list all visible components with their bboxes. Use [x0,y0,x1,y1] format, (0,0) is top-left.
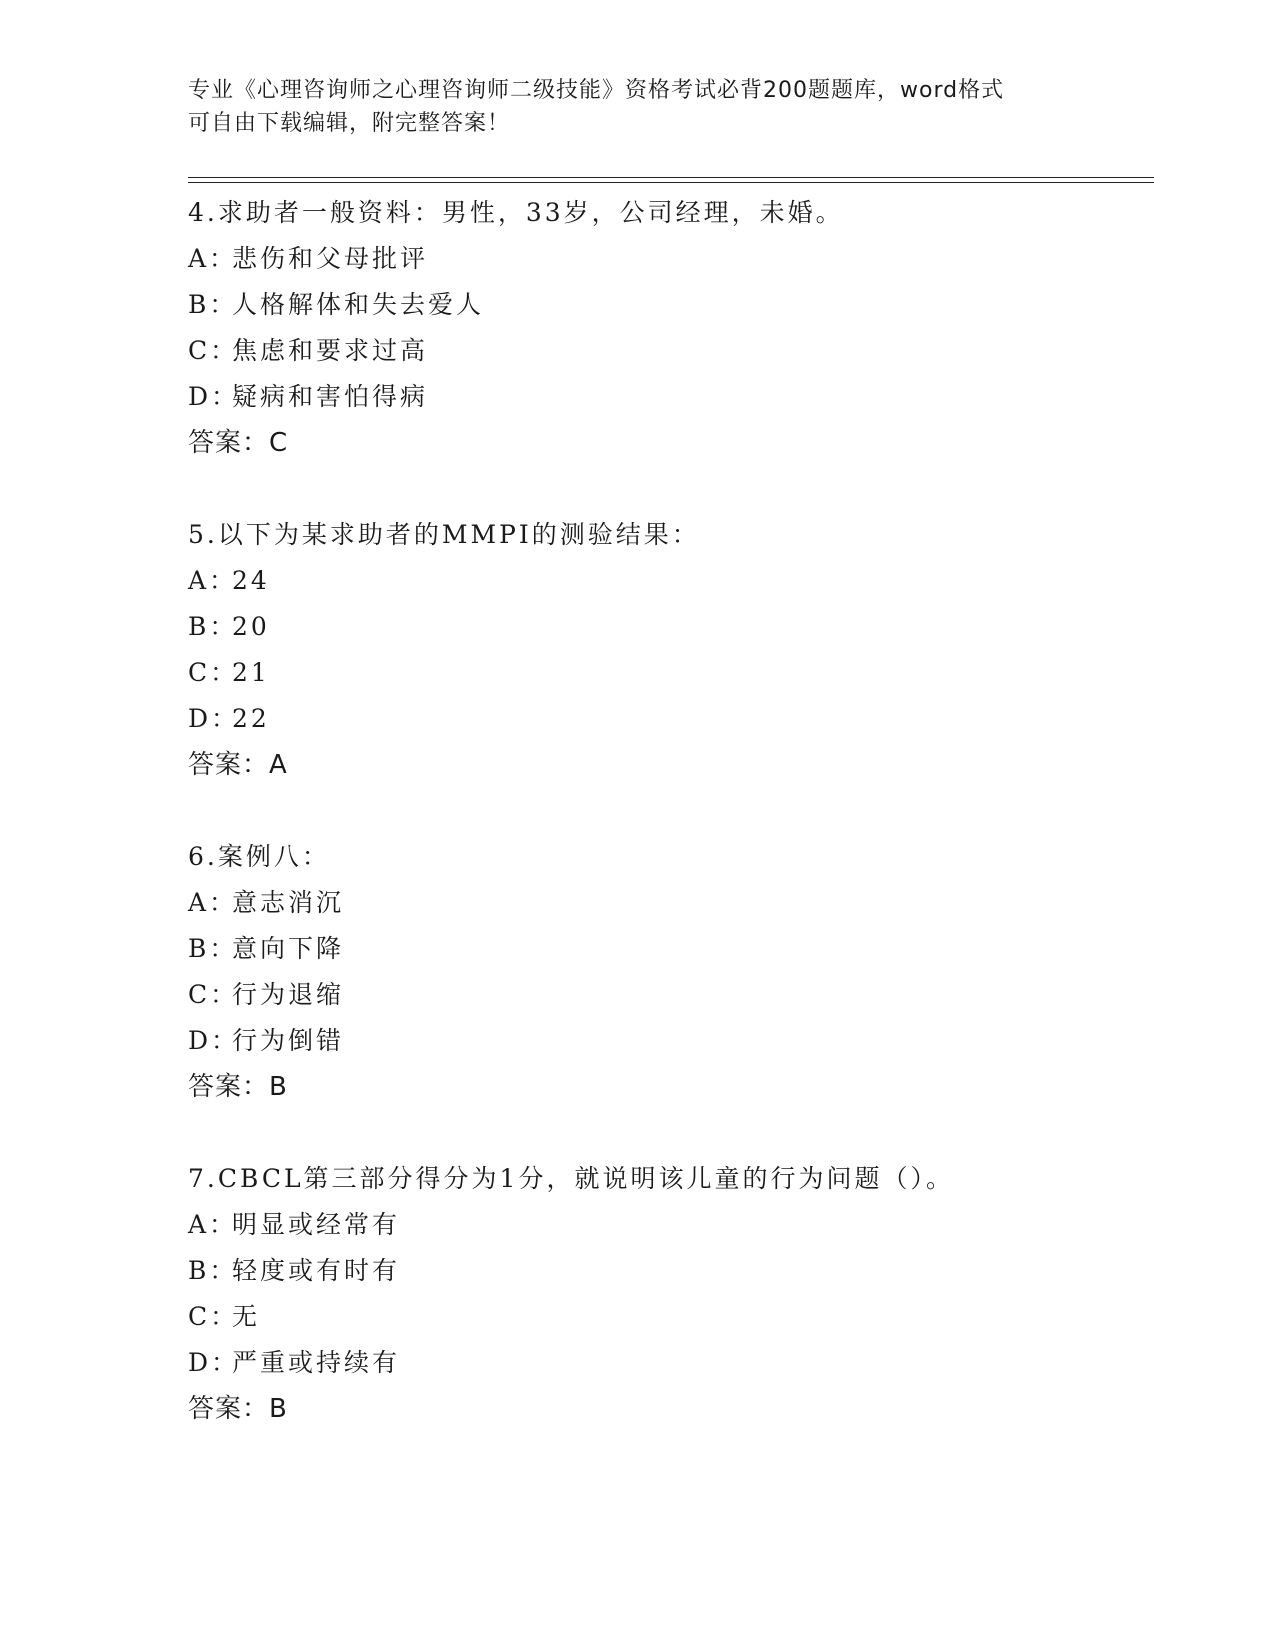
option-a [188,880,1154,926]
option-key: C： [188,1302,239,1331]
answer-line: 答案：B [188,1072,288,1102]
option-key: A： [188,888,238,917]
option-b [188,282,1154,328]
option-d [188,696,1154,742]
option-key: C： [188,336,239,365]
option-text: 明显或经常有 [232,1210,401,1239]
option-b [188,926,1154,972]
option-text: 意志消沉 [232,888,345,917]
option-c [188,972,1154,1018]
option-text: 无 [232,1302,261,1331]
option-text: 焦虑和要求过高 [232,336,429,365]
option-key: B： [188,612,238,641]
option-text: 24 [232,566,270,595]
option-key: D： [188,1348,240,1377]
option-c [188,328,1154,374]
question-text: 4.求助者一般资料：男性，33岁，公司经理，未婚。 [188,198,844,227]
question-text: 6.案例八： [188,842,330,871]
option-a [188,236,1154,282]
option-key: D： [188,382,240,411]
header-divider-top [188,177,1154,178]
option-text: 疑病和害怕得病 [232,382,429,411]
document-header [188,74,1088,140]
option-text: 悲伤和父母批评 [232,244,429,273]
option-key: C： [188,980,239,1009]
option-a [188,1202,1154,1248]
option-key: A： [188,566,238,595]
option-key: B： [188,290,238,319]
option-b [188,1248,1154,1294]
option-key: B： [188,934,238,963]
option-text: 行为倒错 [232,1026,345,1055]
question-5 [188,512,1154,788]
header-line-1: 专业《心理咨询师之心理咨询师二级技能》资格考试必背200题题库，word格式 [188,78,1005,103]
option-d [188,1340,1154,1386]
option-b [188,604,1154,650]
option-text: 轻度或有时有 [232,1256,401,1285]
header-divider-bottom [188,182,1154,183]
option-text: 意向下降 [232,934,345,963]
option-key: C： [188,658,239,687]
option-text: 20 [232,612,270,641]
option-key: B： [188,1256,238,1285]
option-key: A： [188,244,238,273]
option-d [188,374,1154,420]
option-key: A： [188,1210,238,1239]
option-key: D： [188,704,240,733]
option-text: 21 [232,658,270,687]
question-text: 5.以下为某求助者的MMPI的测验结果： [188,520,700,549]
question-4 [188,190,1154,466]
option-text: 行为退缩 [232,980,345,1009]
option-text: 严重或持续有 [232,1348,401,1377]
header-line-2: 可自由下载编辑，附完整答案！ [188,111,511,136]
option-text: 人格解体和失去爱人 [232,290,485,319]
question-text: 7.CBCL第三部分得分为1分，就说明该儿童的行为问题（）。 [188,1164,954,1193]
option-a [188,558,1154,604]
question-list [188,190,1154,1478]
option-key: D： [188,1026,240,1055]
question-6 [188,834,1154,1110]
option-c [188,1294,1154,1340]
question-7 [188,1156,1154,1432]
option-text: 22 [232,704,270,733]
option-c [188,650,1154,696]
answer-line: 答案：C [188,428,289,458]
answer-line: 答案：A [188,750,288,780]
answer-line: 答案：B [188,1394,288,1424]
option-d [188,1018,1154,1064]
